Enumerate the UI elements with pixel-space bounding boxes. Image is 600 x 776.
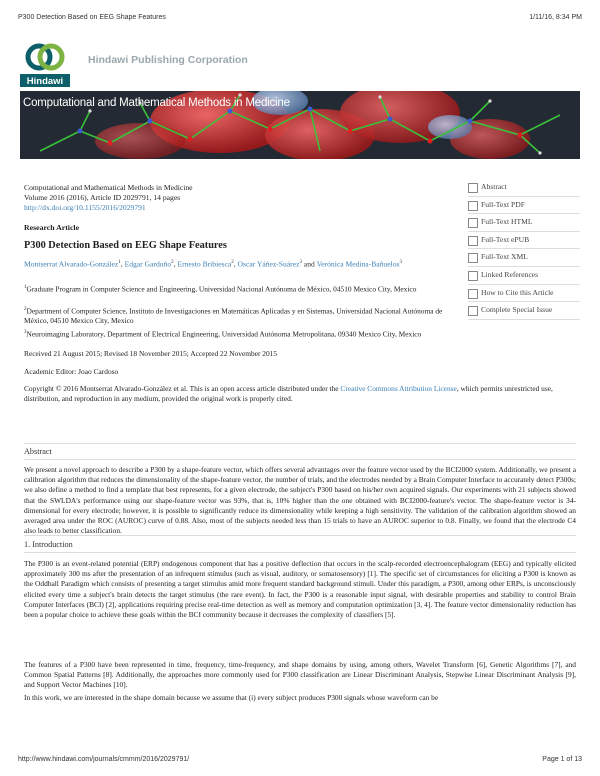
intro-paragraph: The features of a P300 have been represented in time, frequency, time-frequency, and shape domains by using, among others, Wavelet Transform [6], Genetic Algorithms [7], and Common Spatial Patterns [8]. Additionally, the approaches more commonly used for P300 classification are Linear Discriminant Analysis, Stepwise Linear Discriminant Analysis [9], and Support Vector Machines [10]. xyxy=(24,660,576,690)
sidebar-item-label: Complete Special Issue xyxy=(481,305,553,315)
author-separator: , xyxy=(173,259,178,269)
sidebar-item-label: How to Cite this Article xyxy=(481,287,554,297)
abstract-text: We present a novel approach to describe a P300 by a shape-feature vector, which offers several advantages over the feature vector used by the BCI2000 system. Additionally, we present a calibration algorithm that reduces the dimensionality of the shape-feature vector, the number of trials, and the electrodes needed by a Brain Computer Interface to accurately detect P300s; we also define a method to find a template that best represents, for a given electrode, the subject's P300 based on his/her own acquired signals. Our experiments with 21 subjects showed that the SWLDA's performance using our shape-feature vector was 93%, that is, 10% higher than the one obtained with BCI2000-feature's vector. The shape-feature vector is 34-dimensional for every electrode; however, it is possible to significantly reduce its dimensionality while keeping a high sensitivity. The validation of the calibration algorithm showed an averaged area under the ROC (AUROC) curve of 0.88. Also, most of the subjects needed less than 15 trials to have an AUROC superior to 0.8. Finally, we found that the electrode C4 also leads to better classification. xyxy=(24,465,576,536)
print-datetime: 1/11/16, 8:34 PM xyxy=(529,14,582,21)
copyright-notice xyxy=(24,384,576,404)
quote-icon xyxy=(468,289,478,299)
print-url: http://www.hindawi.com/journals/cmmm/2016/2029791/ xyxy=(18,756,190,763)
affiliation xyxy=(24,305,464,326)
copyright-text: Copyright © 2016 Montserrat Alvarado-González et al. This is an open access article distributed under the xyxy=(24,384,341,393)
abstract-heading: Abstract xyxy=(24,447,576,460)
xml-icon xyxy=(468,253,478,263)
affiliation-text: Department of Computer Science, Instituto de Investigaciones en Matemáticas Aplicadas y en Sistemas, Universidad Nacional Autónoma de México, 04510 Mexico City, Mexico xyxy=(24,306,443,326)
link-icon xyxy=(468,271,478,281)
citation-volume: Volume 2016 (2016), Article ID 2029791, 14 pages xyxy=(24,193,181,202)
license-link[interactable]: Creative Commons Attribution License xyxy=(340,384,457,393)
banner-journal-title: Computational and Mathematical Methods in Medicine xyxy=(23,97,290,109)
book-icon xyxy=(468,306,478,316)
affiliation xyxy=(24,283,464,294)
author-link[interactable]: Edgar Garduño xyxy=(124,259,172,269)
citation-journal: Computational and Mathematical Methods in Medicine xyxy=(24,183,193,192)
journal-banner[interactable] xyxy=(20,91,580,159)
publisher-name[interactable]: Hindawi Publishing Corporation xyxy=(88,54,248,66)
affiliation-number: 3 xyxy=(24,330,27,335)
affiliation-number: 2 xyxy=(24,307,27,312)
sidebar-item-cite[interactable] xyxy=(468,285,580,303)
site-header xyxy=(20,40,580,90)
section-divider xyxy=(24,443,576,444)
article-title: P300 Detection Based on EEG Shape Features xyxy=(24,240,227,251)
copyright-text: , which permits unrestricted use, distribution, and reproduction in any medium, provided the original work is properly cited. xyxy=(24,384,553,403)
sidebar-item-label: Linked References xyxy=(481,269,539,279)
print-page-number: Page 1 of 13 xyxy=(542,756,582,763)
sidebar-item-label: Full-Text ePUB xyxy=(481,234,530,244)
author-affiliation-mark: 3 xyxy=(399,260,402,265)
hindawi-logo[interactable] xyxy=(20,40,70,88)
author-affiliation-mark: 1 xyxy=(118,260,121,265)
intro-paragraph: The P300 is an event-related potential (ERP) endogenous component that has a positive deflection that occurs in the scalp-recorded electroencephalogram (EEG) and typically elicited approximately 300 ms after the presentation of an infrequent stimulus (such as visual, auditory, or somatosensory) [1]. The specific set of circumstances for eliciting a P300 is known as the Oddball Paradigm which consists of presenting a target stimulus amid more frequent standard background stimuli. Under this paradigm, a P300, among other ERPs, is unconsciously elicited every time a subject's brain detects the target stimulus (the rare event). In fact, the P300 is a reasonable input signal, with desirable properties and stability to control Brain Computer Interfaces (BCI) [2], applications requiring precise real-time detection as well as memory and computation optimization [3, 4]. The feature vector dimensionality reduction has been a popular choice to achieve these goals within the BCI community because it decreases the complexity of classifiers [5]. xyxy=(24,559,576,620)
affiliation-text: Neuroimaging Laboratory, Department of Electrical Engineering, Universidad Autónoma Metropolitana, 09340 Mexico City, Mexico xyxy=(26,329,422,339)
intro-paragraph: In this work, we are interested in the shape domain because we assume that (i) every subject produces P300 signals whose waveform can be xyxy=(24,693,439,702)
academic-editor: Academic Editor: Joao Cardoso xyxy=(24,367,119,376)
pdf-icon xyxy=(468,201,478,211)
author-link[interactable]: Verónica Medina-Bañuelos xyxy=(316,259,400,269)
author-affiliation-mark: 3 xyxy=(299,260,302,265)
affiliation xyxy=(24,328,464,339)
document-icon xyxy=(468,183,478,193)
print-title: P300 Detection Based on EEG Shape Features xyxy=(18,14,166,21)
sidebar-item-label: Abstract xyxy=(481,182,507,191)
sidebar-item-references[interactable] xyxy=(468,267,580,285)
author-separator: , xyxy=(120,259,125,269)
sidebar-item-epub[interactable] xyxy=(468,232,580,250)
affiliation-number: 1 xyxy=(24,285,27,290)
citation-block xyxy=(24,183,193,213)
sidebar-item-abstract[interactable] xyxy=(468,179,580,197)
sidebar-item-label: Full-Text HTML xyxy=(481,217,533,227)
doi-link[interactable]: http://dx.doi.org/10.1155/2016/2029791 xyxy=(24,203,146,212)
article-dates: Received 21 August 2015; Revised 18 November 2015; Accepted 22 November 2015 xyxy=(24,349,278,358)
introduction-heading: 1. Introduction xyxy=(24,540,576,553)
author-affiliation-mark: 2 xyxy=(231,260,234,265)
author-list xyxy=(24,258,460,270)
html-icon xyxy=(468,218,478,228)
author-separator: and xyxy=(301,259,317,269)
article-type: Research Article xyxy=(24,223,80,232)
section-divider xyxy=(24,535,576,536)
epub-icon xyxy=(468,236,478,246)
author-link[interactable]: Ernesto Bribiesca xyxy=(177,259,232,269)
sidebar-item-special-issue[interactable] xyxy=(468,302,580,320)
author-link[interactable]: Montserrat Alvarado-González xyxy=(24,259,119,269)
article-sidebar xyxy=(468,179,580,320)
sidebar-item-html[interactable] xyxy=(468,214,580,232)
author-link[interactable]: Oscar Yáñez-Suárez xyxy=(237,259,300,269)
logo-text: Hindawi xyxy=(26,76,64,87)
author-separator: , xyxy=(233,259,238,269)
sidebar-item-xml[interactable] xyxy=(468,249,580,267)
sidebar-item-pdf[interactable] xyxy=(468,197,580,215)
sidebar-item-label: Full-Text XML xyxy=(481,252,528,262)
author-affiliation-mark: 2 xyxy=(171,260,174,265)
affiliation-text: Graduate Program in Computer Science and Engineering, Universidad Nacional Autónoma de México, 04510 Mexico City, Mexico xyxy=(26,284,417,294)
sidebar-item-label: Full-Text PDF xyxy=(481,199,525,209)
